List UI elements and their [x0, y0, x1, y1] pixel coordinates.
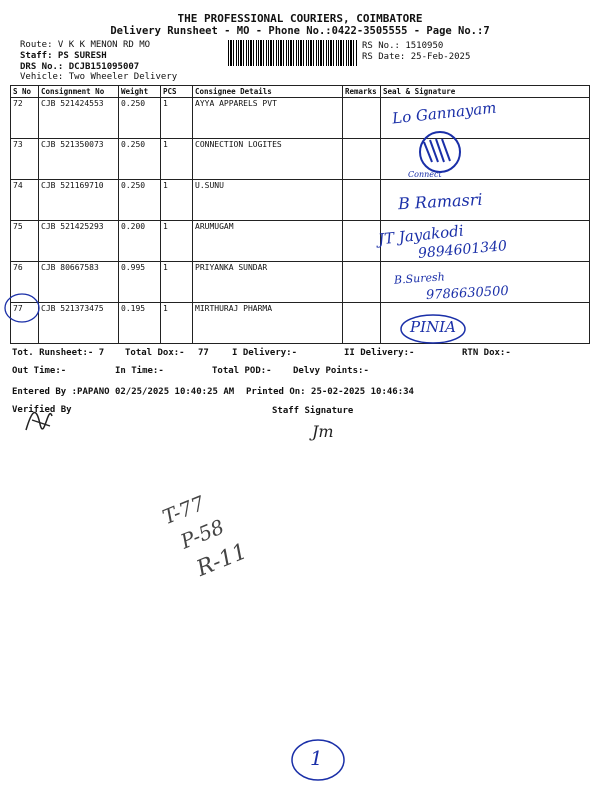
signature-row-75: JT Jayakodi	[377, 221, 465, 249]
cell-consignment: CJB 521350073	[39, 139, 119, 180]
cell-weight: 0.250	[119, 139, 161, 180]
table-header-row	[11, 86, 590, 98]
drs-number: DRS No.: DCJB151095007	[20, 62, 140, 72]
company-seal-stamp	[410, 128, 470, 176]
cell-weight: 0.195	[119, 303, 161, 344]
page-title: Delivery Runsheet - MO - Phone No.:0422-3505555 - Page No.:7	[110, 25, 490, 37]
cell-pcs: 1	[161, 139, 193, 180]
cell-weight: 0.200	[119, 221, 161, 262]
rs-date: RS Date: 25-Feb-2025	[362, 52, 471, 62]
cell-pcs: 1	[161, 180, 193, 221]
in-time: In Time:-	[115, 366, 164, 376]
cell-pcs: 1	[161, 98, 193, 139]
cell-sno: 72	[11, 98, 39, 139]
col-header-remarks: Remarks	[343, 86, 381, 98]
printed-on: Printed On: 25-02-2025 10:46:34	[246, 387, 414, 397]
cell-consignee: ARUMUGAM	[193, 221, 343, 262]
signature-row-72: Lo Gannayam	[391, 98, 498, 128]
col-header-consignee: Consignee Details	[193, 86, 343, 98]
entered-by: Entered By :PAPANO 02/25/2025 10:40:25 AM	[12, 387, 235, 397]
cell-consignment: CJB 521169710	[39, 180, 119, 221]
rs-number: RS No.: 1510950	[362, 41, 444, 51]
cell-consignment: CJB 80667583	[39, 262, 119, 303]
stamp-text: Connect	[408, 170, 442, 179]
cell-weight: 0.250	[119, 98, 161, 139]
cell-consignment: CJB 521373475	[39, 303, 119, 344]
staff-signature-scribble: Jm	[312, 422, 334, 441]
circled-number: 1	[310, 746, 323, 770]
cell-sno: 76	[11, 262, 39, 303]
barcode	[228, 40, 358, 66]
ii-delivery: II Delivery:-	[344, 348, 415, 358]
pencil-note-r: R-11	[193, 539, 251, 582]
cell-remarks	[343, 98, 381, 139]
cell-consignee: PRIYANKA SUNDAR	[193, 262, 343, 303]
cell-consignee: CONNECTION LOGITES	[193, 139, 343, 180]
phone-row-76: 9786630500	[425, 283, 510, 304]
total-docs-label: Total Dox:-	[125, 348, 185, 358]
vehicle-label: Vehicle: Two Wheeler Delivery	[20, 72, 178, 82]
cell-remarks	[343, 262, 381, 303]
table-row	[11, 303, 590, 344]
cell-weight: 0.995	[119, 262, 161, 303]
cell-remarks	[343, 221, 381, 262]
total-runsheet: Tot. Runsheet:- 7	[12, 348, 105, 358]
cell-consignee: U.SUNU	[193, 180, 343, 221]
col-header-seal-signature: Seal & Signature	[381, 86, 590, 98]
rtn-docs: RTN Dox:-	[462, 348, 511, 358]
col-header-consignment: Consignment No	[39, 86, 119, 98]
cell-pcs: 1	[161, 221, 193, 262]
staff-signature-label: Staff Signature	[272, 406, 354, 416]
col-header-pcs: PCS	[161, 86, 193, 98]
table-row	[11, 139, 590, 180]
pencil-note-p: P-58	[177, 514, 228, 554]
staff-label: Staff: PS SURESH	[20, 51, 107, 61]
phone-row-75: 9894601340	[417, 238, 508, 262]
table-row	[11, 180, 590, 221]
cell-sno: 74	[11, 180, 39, 221]
company-name: THE PROFESSIONAL COURIERS, COIMBATORE	[177, 12, 423, 25]
total-pod: Total POD:-	[212, 366, 272, 376]
cell-pcs: 1	[161, 262, 193, 303]
i-delivery: I Delivery:-	[232, 348, 298, 358]
verified-by-label: Verified By	[12, 405, 72, 415]
cell-remarks	[343, 139, 381, 180]
col-header-sno: S No	[11, 86, 39, 98]
cell-weight: 0.250	[119, 180, 161, 221]
delvy-points: Delvy Points:-	[293, 366, 369, 376]
runsheet-table	[10, 85, 590, 344]
cell-pcs: 1	[161, 303, 193, 344]
verified-scribble	[22, 400, 56, 436]
col-header-weight: Weight	[119, 86, 161, 98]
row-77-circle-mark	[2, 290, 42, 326]
cell-remarks	[343, 303, 381, 344]
signature-row-76: B.Suresh	[393, 270, 446, 287]
pencil-note-t: T-77	[159, 490, 208, 530]
cell-consignment: CJB 521424553	[39, 98, 119, 139]
total-docs-value: 77	[198, 348, 209, 358]
out-time: Out Time:-	[12, 366, 67, 376]
cell-sno: 75	[11, 221, 39, 262]
signature-row-77: PINIA	[410, 318, 456, 336]
cell-consignment: CJB 521425293	[39, 221, 119, 262]
route-label: Route: V K K MENON RD MO	[20, 40, 151, 50]
cell-sno: 77	[11, 303, 39, 344]
cell-sno: 73	[11, 139, 39, 180]
table-row	[11, 98, 590, 139]
signature-row-74: B Ramasri	[397, 189, 483, 214]
cell-consignee: MIRTHURAJ PHARMA	[193, 303, 343, 344]
cell-consignee: AYYA APPARELS PVT	[193, 98, 343, 139]
cell-remarks	[343, 180, 381, 221]
